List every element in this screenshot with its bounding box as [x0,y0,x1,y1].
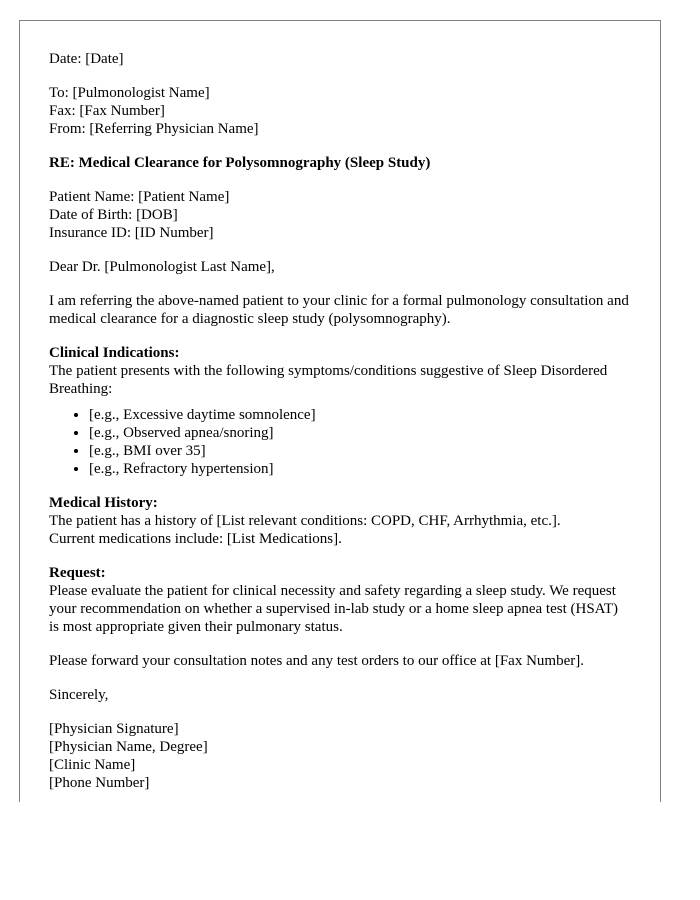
request-text: Please evaluate the patient for clinical necessity and safety regarding a sleep study. We request your recommendation on whether a supervised in-lab study or a home sleep apnea test (HSAT) is most appropriate given their pulmonary status. [49,583,619,635]
request-section [49,564,631,636]
salutation: Dear Dr. [Pulmonologist Last Name], [49,259,275,275]
physician-name: [Physician Name, Degree] [49,739,208,755]
letter-page [19,20,661,802]
clinical-indications-text: The patient presents with the following symptoms/conditions suggestive of Sleep Disordered Breathing: [49,363,608,397]
clinical-indications-section [49,344,631,398]
patient-name: Patient Name: [Patient Name] [49,189,230,205]
medical-history-section [49,494,631,548]
indications-list [49,406,631,478]
date-text: Date: [Date] [49,51,124,67]
clinic-name: [Clinic Name] [49,757,136,773]
closing: Sincerely, [49,687,109,703]
medical-history-line-1: The patient has a history of [List relevant conditions: COPD, CHF, Arrhythmia, etc.]. [49,513,561,529]
subject-line: RE: Medical Clearance for Polysomnography (Sleep Study) [49,155,431,171]
date-line [49,50,631,68]
intro-paragraph: I am referring the above-named patient to your clinic for a formal pulmonology consultation and medical clearance for a diagnostic sleep study (polysomnography). [49,293,629,327]
list-item: • [e.g., Refractory hypertension] [89,460,631,478]
list-item: • [e.g., BMI over 35] [89,442,631,460]
patient-insurance: Insurance ID: [ID Number] [49,225,214,241]
clinical-indications-heading: Clinical Indications: [49,345,180,361]
signature-block [49,720,631,792]
fax-line: Fax: [Fax Number] [49,103,165,119]
to-line: To: [Pulmonologist Name] [49,85,210,101]
addressing-block [49,84,631,138]
request-heading: Request: [49,565,106,581]
medical-history-line-2: Current medications include: [List Medications]. [49,531,342,547]
from-line: From: [Referring Physician Name] [49,121,259,137]
list-item: • [e.g., Excessive daytime somnolence] [89,406,631,424]
medical-history-heading: Medical History: [49,495,158,511]
list-item: • [e.g., Observed apnea/snoring] [89,424,631,442]
physician-signature: [Physician Signature] [49,721,179,737]
phone-number: [Phone Number] [49,775,150,791]
patient-info-block [49,188,631,242]
patient-dob: Date of Birth: [DOB] [49,207,178,223]
forward-paragraph: Please forward your consultation notes and any test orders to our office at [Fax Number]. [49,653,584,669]
